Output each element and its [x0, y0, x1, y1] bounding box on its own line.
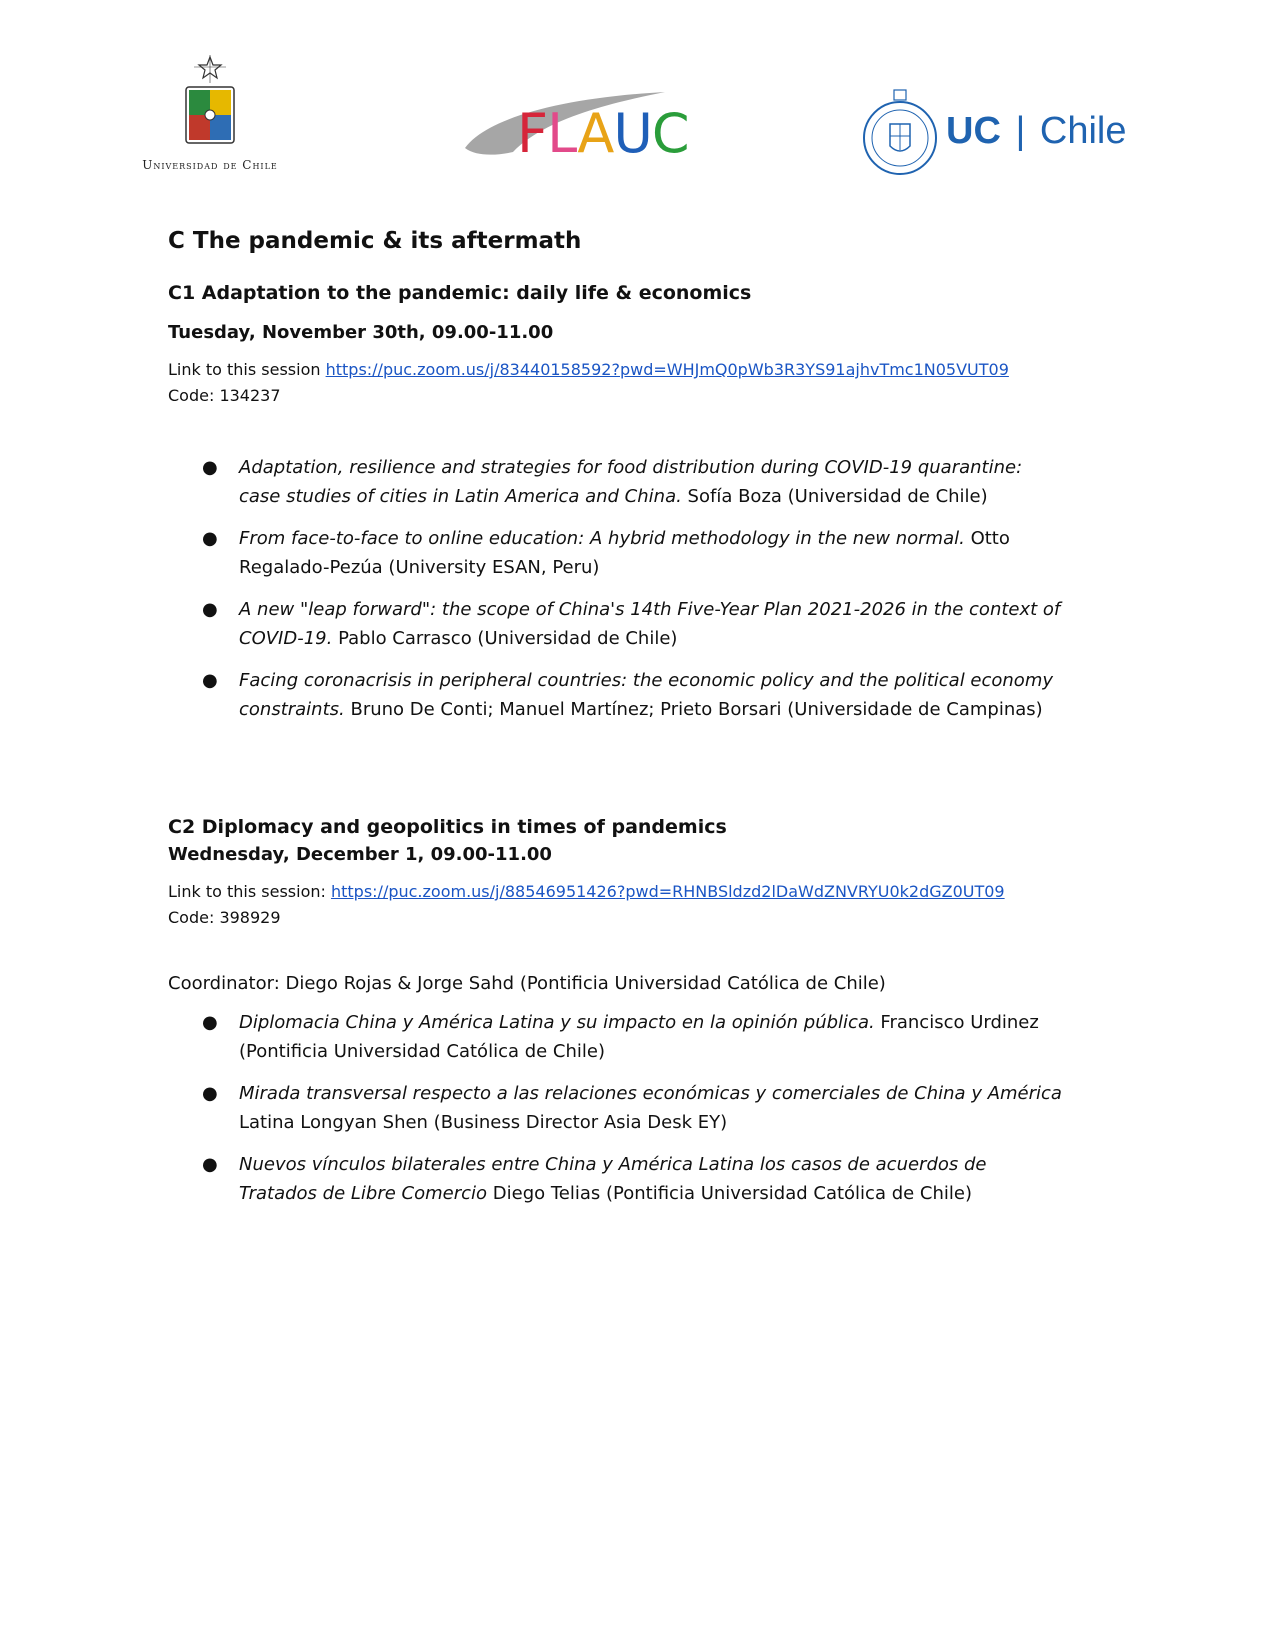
- uchile-crest-icon: [180, 55, 240, 150]
- talk-authors: Bruno De Conti; Manuel Martínez; Prieto Borsari (Universidade de Campinas): [344, 699, 1043, 720]
- session-c1-title: C1 Adaptation to the pandemic: daily life & economics: [168, 282, 752, 304]
- list-item: [168, 524, 1068, 582]
- list-item: [168, 595, 1068, 653]
- bullet-icon: ●: [202, 670, 218, 691]
- uc-wordmark-chile: Chile: [1039, 110, 1127, 152]
- flauc-logo: [465, 90, 695, 170]
- section-title: C The pandemic & its aftermath: [168, 228, 582, 254]
- talk-title: Nuevos vínculos bilaterales entre China y América Latina los casos de acuerdos de Tratados de Libre Comercio: [239, 1154, 987, 1204]
- list-item: [168, 1150, 1068, 1208]
- talk-authors: Sofía Boza (Universidad de Chile): [681, 486, 988, 507]
- session-c2-link-label: Link to this session:: [168, 882, 331, 901]
- session-c2-date: Wednesday, December 1, 09.00-11.00: [168, 844, 552, 865]
- talk-title: Diplomacia China y América Latina y su impacto en la opinión pública.: [239, 1012, 875, 1033]
- session-c1-link-line: [168, 357, 1068, 383]
- talk-authors: Otto Regalado-Pezúa (University ESAN, Peru): [239, 528, 1010, 578]
- session-c2-code: Code: 398929: [168, 908, 281, 927]
- uc-seal-icon: [860, 80, 940, 180]
- bullet-icon: ●: [202, 1012, 218, 1033]
- talk-title: A new "leap forward": the scope of China's 14th Five-Year Plan 2021-2026 in the context of COVID-19.: [239, 599, 1061, 649]
- uc-chile-wordmark: [946, 110, 1127, 153]
- session-c2-talk-list: [168, 1008, 1068, 1208]
- bullet-icon: ●: [202, 1083, 218, 1104]
- uc-chile-logo: [860, 80, 1130, 180]
- document-body: [168, 228, 1068, 1221]
- bullet-icon: ●: [202, 599, 218, 620]
- session-c2-link-line: [168, 879, 1068, 905]
- talk-title: Facing coronacrisis in peripheral countries: the economic policy and the political economy constraints.: [239, 670, 1054, 720]
- header-logos: [0, 55, 1275, 195]
- session-c1-link-label: Link to this session: [168, 360, 326, 379]
- list-item: [168, 453, 1068, 511]
- talk-authors: Francisco Urdinez (Pontificia Universidad Católica de Chile): [239, 1012, 1039, 1062]
- list-item: [168, 1079, 1068, 1137]
- bullet-icon: ●: [202, 528, 218, 549]
- uc-wordmark-separator: |: [1015, 110, 1026, 152]
- bullet-icon: ●: [202, 1154, 218, 1175]
- session-c1: [168, 282, 1068, 724]
- uc-wordmark-bold: UC: [946, 110, 1001, 152]
- session-c1-talk-list: [168, 453, 1068, 724]
- session-c2-zoom-link[interactable]: https://puc.zoom.us/j/88546951426?pwd=RHNBSldzd2lDaWdZNVRYU0k2dGZ0UT09: [330, 882, 1005, 901]
- talk-authors: Diego Telias (Pontificia Universidad Católica de Chile): [487, 1183, 973, 1204]
- talk-title: Mirada transversal respecto a las relaciones económicas y comerciales de China y América: [239, 1083, 1062, 1104]
- talk-authors: Latina Longyan Shen (Business Director Asia Desk EY): [239, 1112, 728, 1133]
- uchile-logo-name: Universidad de Chile: [142, 158, 278, 172]
- session-c1-code: Code: 134237: [168, 386, 281, 405]
- session-c2-coordinator: Coordinator: Diego Rojas & Jorge Sahd (Pontificia Universidad Católica de Chile): [168, 973, 886, 994]
- flauc-logo-text: FLAUC: [517, 102, 689, 165]
- bullet-icon: ●: [202, 457, 218, 478]
- talk-authors: Pablo Carrasco (Universidad de Chile): [332, 628, 678, 649]
- list-item: [168, 1008, 1068, 1066]
- list-item: [168, 666, 1068, 724]
- universidad-de-chile-logo: [130, 55, 290, 172]
- session-c2-title: C2 Diplomacy and geopolitics in times of pandemics: [168, 816, 727, 838]
- session-c2: [168, 816, 1068, 1208]
- session-c1-zoom-link[interactable]: https://puc.zoom.us/j/83440158592?pwd=WHJmQ0pWb3R3YS91ajhvTmc1N05VUT09: [325, 360, 1009, 379]
- talk-title: Adaptation, resilience and strategies for food distribution during COVID-19 quarantine: case studies of cities in Latin America and China.: [239, 457, 1023, 507]
- session-c1-date: Tuesday, November 30th, 09.00-11.00: [168, 322, 554, 343]
- talk-title: From face-to-face to online education: A hybrid methodology in the new normal.: [239, 528, 965, 549]
